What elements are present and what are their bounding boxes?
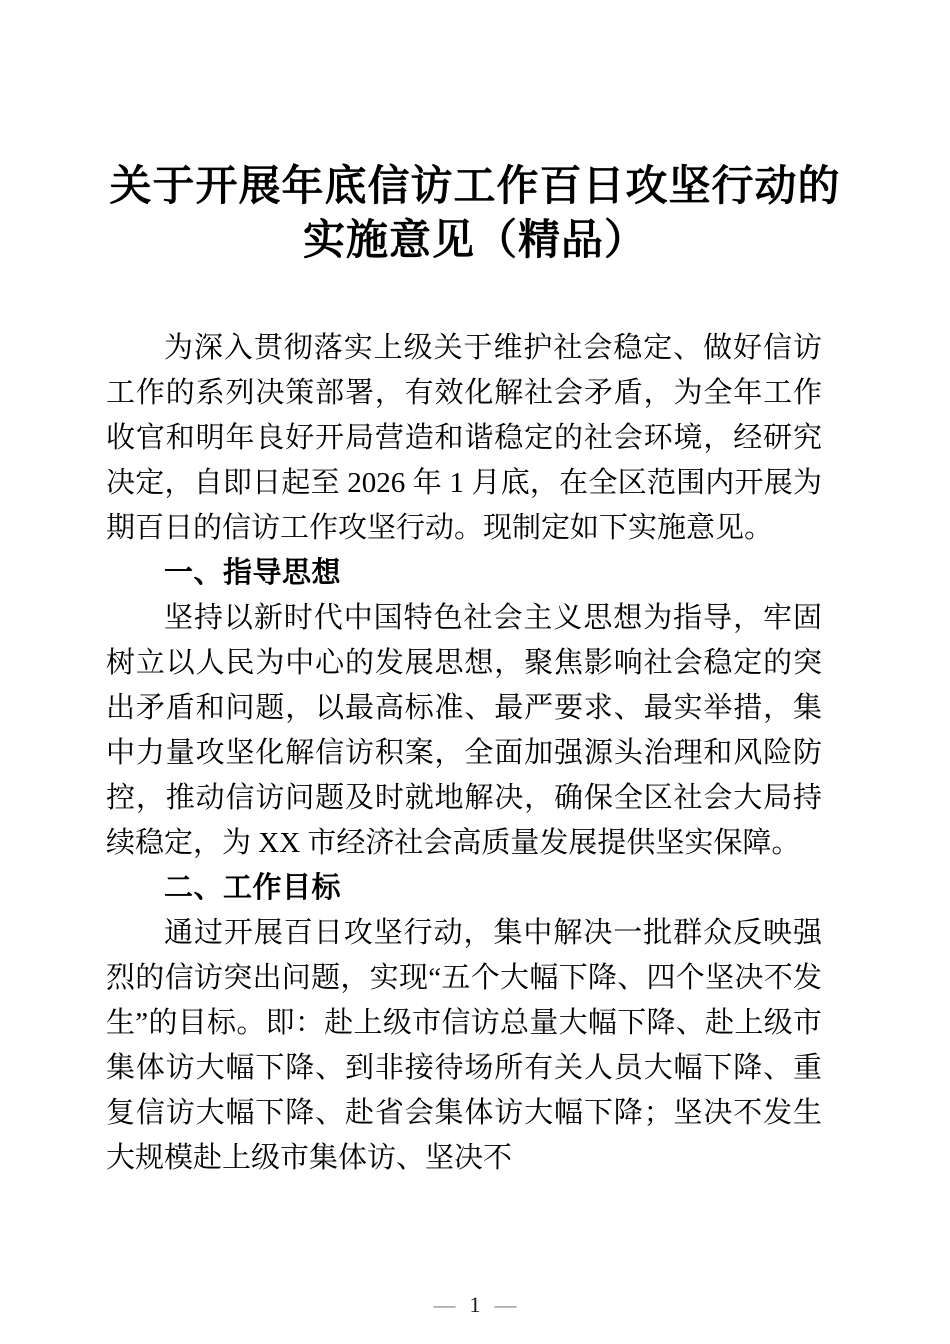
- body-paragraph: 通过开展百日攻坚行动，集中解决一批群众反映强烈的信访突出问题，实现“五个大幅下降、四个坚决不发生”的目标。即：赴上级市信访总量大幅下降、赴上级市集体访大幅下降、到非接待场所有关人员大幅下降、重复信访大幅下降、赴省会集体访大幅下降；坚决不发生大规模赴上级市集体访、坚决不: [106, 917, 822, 1174]
- footer-dash-left: —: [433, 1292, 456, 1317]
- body-paragraph: 为深入贯彻落实上级关于维护社会稳定、做好信访工作的系列决策部署，有效化解社会矛盾，为全年工作收官和明年良好开局营造和谐稳定的社会环境，经研究决定，自即日起至 2026 年 1 月底，在全区范围内开展为期百日的信访工作攻坚行动。现制定如下实施意见。: [106, 332, 822, 544]
- document-body: [106, 326, 822, 1181]
- page-number: 1: [469, 1292, 481, 1317]
- page-footer: [0, 1292, 950, 1318]
- footer-dash-right: —: [494, 1292, 517, 1317]
- document-title: [0, 160, 950, 268]
- body-paragraph: 坚持以新时代中国特色社会主义思想为指导，牢固树立以人民为中心的发展思想，聚焦影响社会稳定的突出矛盾和问题，以最高标准、最严要求、最实举措，集中力量攻坚化解信访积案，全面加强源头治理和风险防控，推动信访问题及时就地解决，确保全区社会大局持续稳定，为 XX 市经济社会高质量发展提供坚实保障。: [106, 602, 822, 859]
- document-title-line-1: 关于开展年底信访工作百日攻坚行动的: [109, 164, 841, 210]
- document-title-line-2: 实施意见（精品）: [302, 218, 647, 264]
- section-heading: 一、指导思想: [164, 557, 342, 589]
- section-heading: 二、工作目标: [164, 872, 342, 904]
